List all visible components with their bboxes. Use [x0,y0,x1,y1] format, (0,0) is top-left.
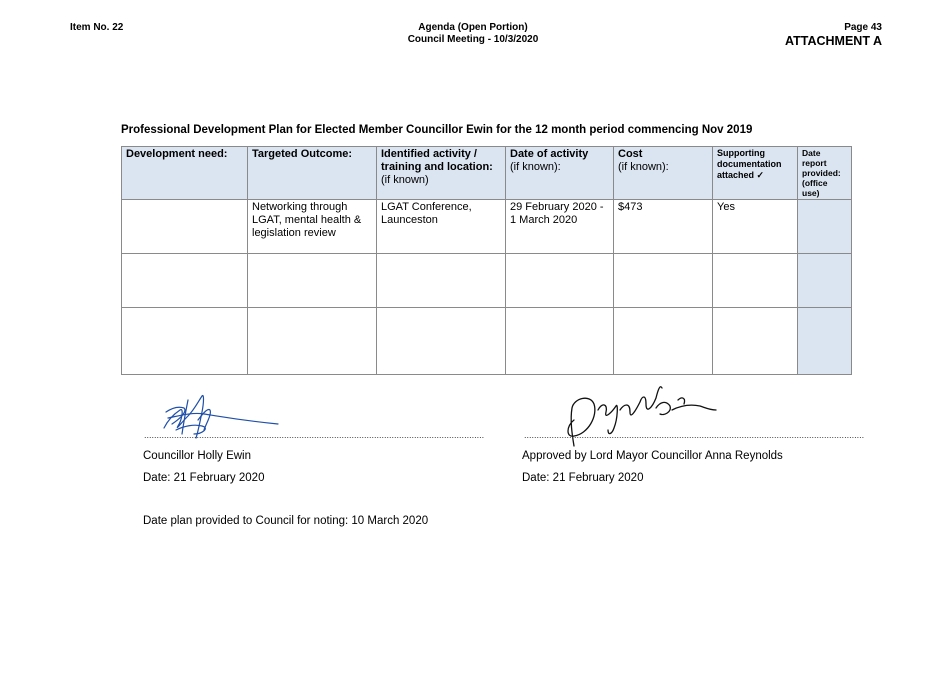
cell-activity [377,254,506,308]
ewin-signature-line: ........................................................................................................................................ [144,430,485,440]
col-date-report-label: Date report provided: (office use) [802,148,841,198]
cell-date: 29 February 2020 - 1 March 2020 [506,200,614,254]
col-supporting [713,147,798,200]
cell-development-need [122,254,248,308]
col-activity-note: (if known) [381,174,429,186]
col-development-need [122,147,248,200]
cell-supporting [713,308,798,375]
checkmark-icon: ✓ [756,170,765,180]
cell-date-report [798,308,852,375]
cell-supporting [713,254,798,308]
development-plan-table [121,146,852,375]
approver-name: Approved by Lord Mayor Councillor Anna Reynolds [522,450,783,462]
attachment-label: ATTACHMENT A [785,34,882,48]
page-number: Page 43 [844,22,882,33]
cell-activity [377,308,506,375]
col-targeted-outcome-label: Targeted Outcome: [252,148,353,160]
table-row [122,308,852,375]
reynolds-signature-line: ........................................................................................................................................ [524,430,865,440]
cell-date-report [798,254,852,308]
col-development-need-label: Development need: [126,148,228,160]
cell-targeted-outcome [248,308,377,375]
col-date-label: Date of activity [510,148,589,160]
agenda-title: Agenda (Open Portion) [418,22,528,33]
table-row [122,254,852,308]
col-date-note: (if known): [510,161,561,173]
supporting-text: Supporting documentation attached [717,148,782,180]
col-activity-label: Identified activity / training and location: [381,148,493,173]
cell-development-need [122,200,248,254]
col-supporting-label [717,148,793,181]
col-date [506,147,614,200]
approver-sign-date: Date: 21 February 2020 [522,472,644,484]
col-cost-note: (if known): [618,161,669,173]
col-cost [614,147,713,200]
cell-development-need [122,308,248,375]
cell-targeted-outcome [248,254,377,308]
cell-cost [614,254,713,308]
cell-targeted-outcome: Networking through LGAT, mental health & legislation review [248,200,377,254]
col-targeted-outcome [248,147,377,200]
table-row [122,200,852,254]
councillor-sign-date: Date: 21 February 2020 [143,472,265,484]
col-cost-label: Cost [618,148,643,160]
cell-cost [614,308,713,375]
item-number: Item No. 22 [70,22,124,33]
cell-date [506,308,614,375]
cell-supporting: Yes [713,200,798,254]
meeting-date: Council Meeting - 10/3/2020 [407,34,539,45]
cell-date-report [798,200,852,254]
noting-date: Date plan provided to Council for noting: 10 March 2020 [143,515,429,527]
page-header [785,22,882,49]
councillor-name: Councillor Holly Ewin [143,450,252,462]
cell-cost: $473 [614,200,713,254]
plan-title: Professional Development Plan for Elected Member Councillor Ewin for the 12 month period commencing Nov 2019 [121,124,753,136]
table-header-row [122,147,852,200]
cell-activity: LGAT Conference, Launceston [377,200,506,254]
col-date-report [798,147,852,200]
cell-date [506,254,614,308]
col-activity [377,147,506,200]
